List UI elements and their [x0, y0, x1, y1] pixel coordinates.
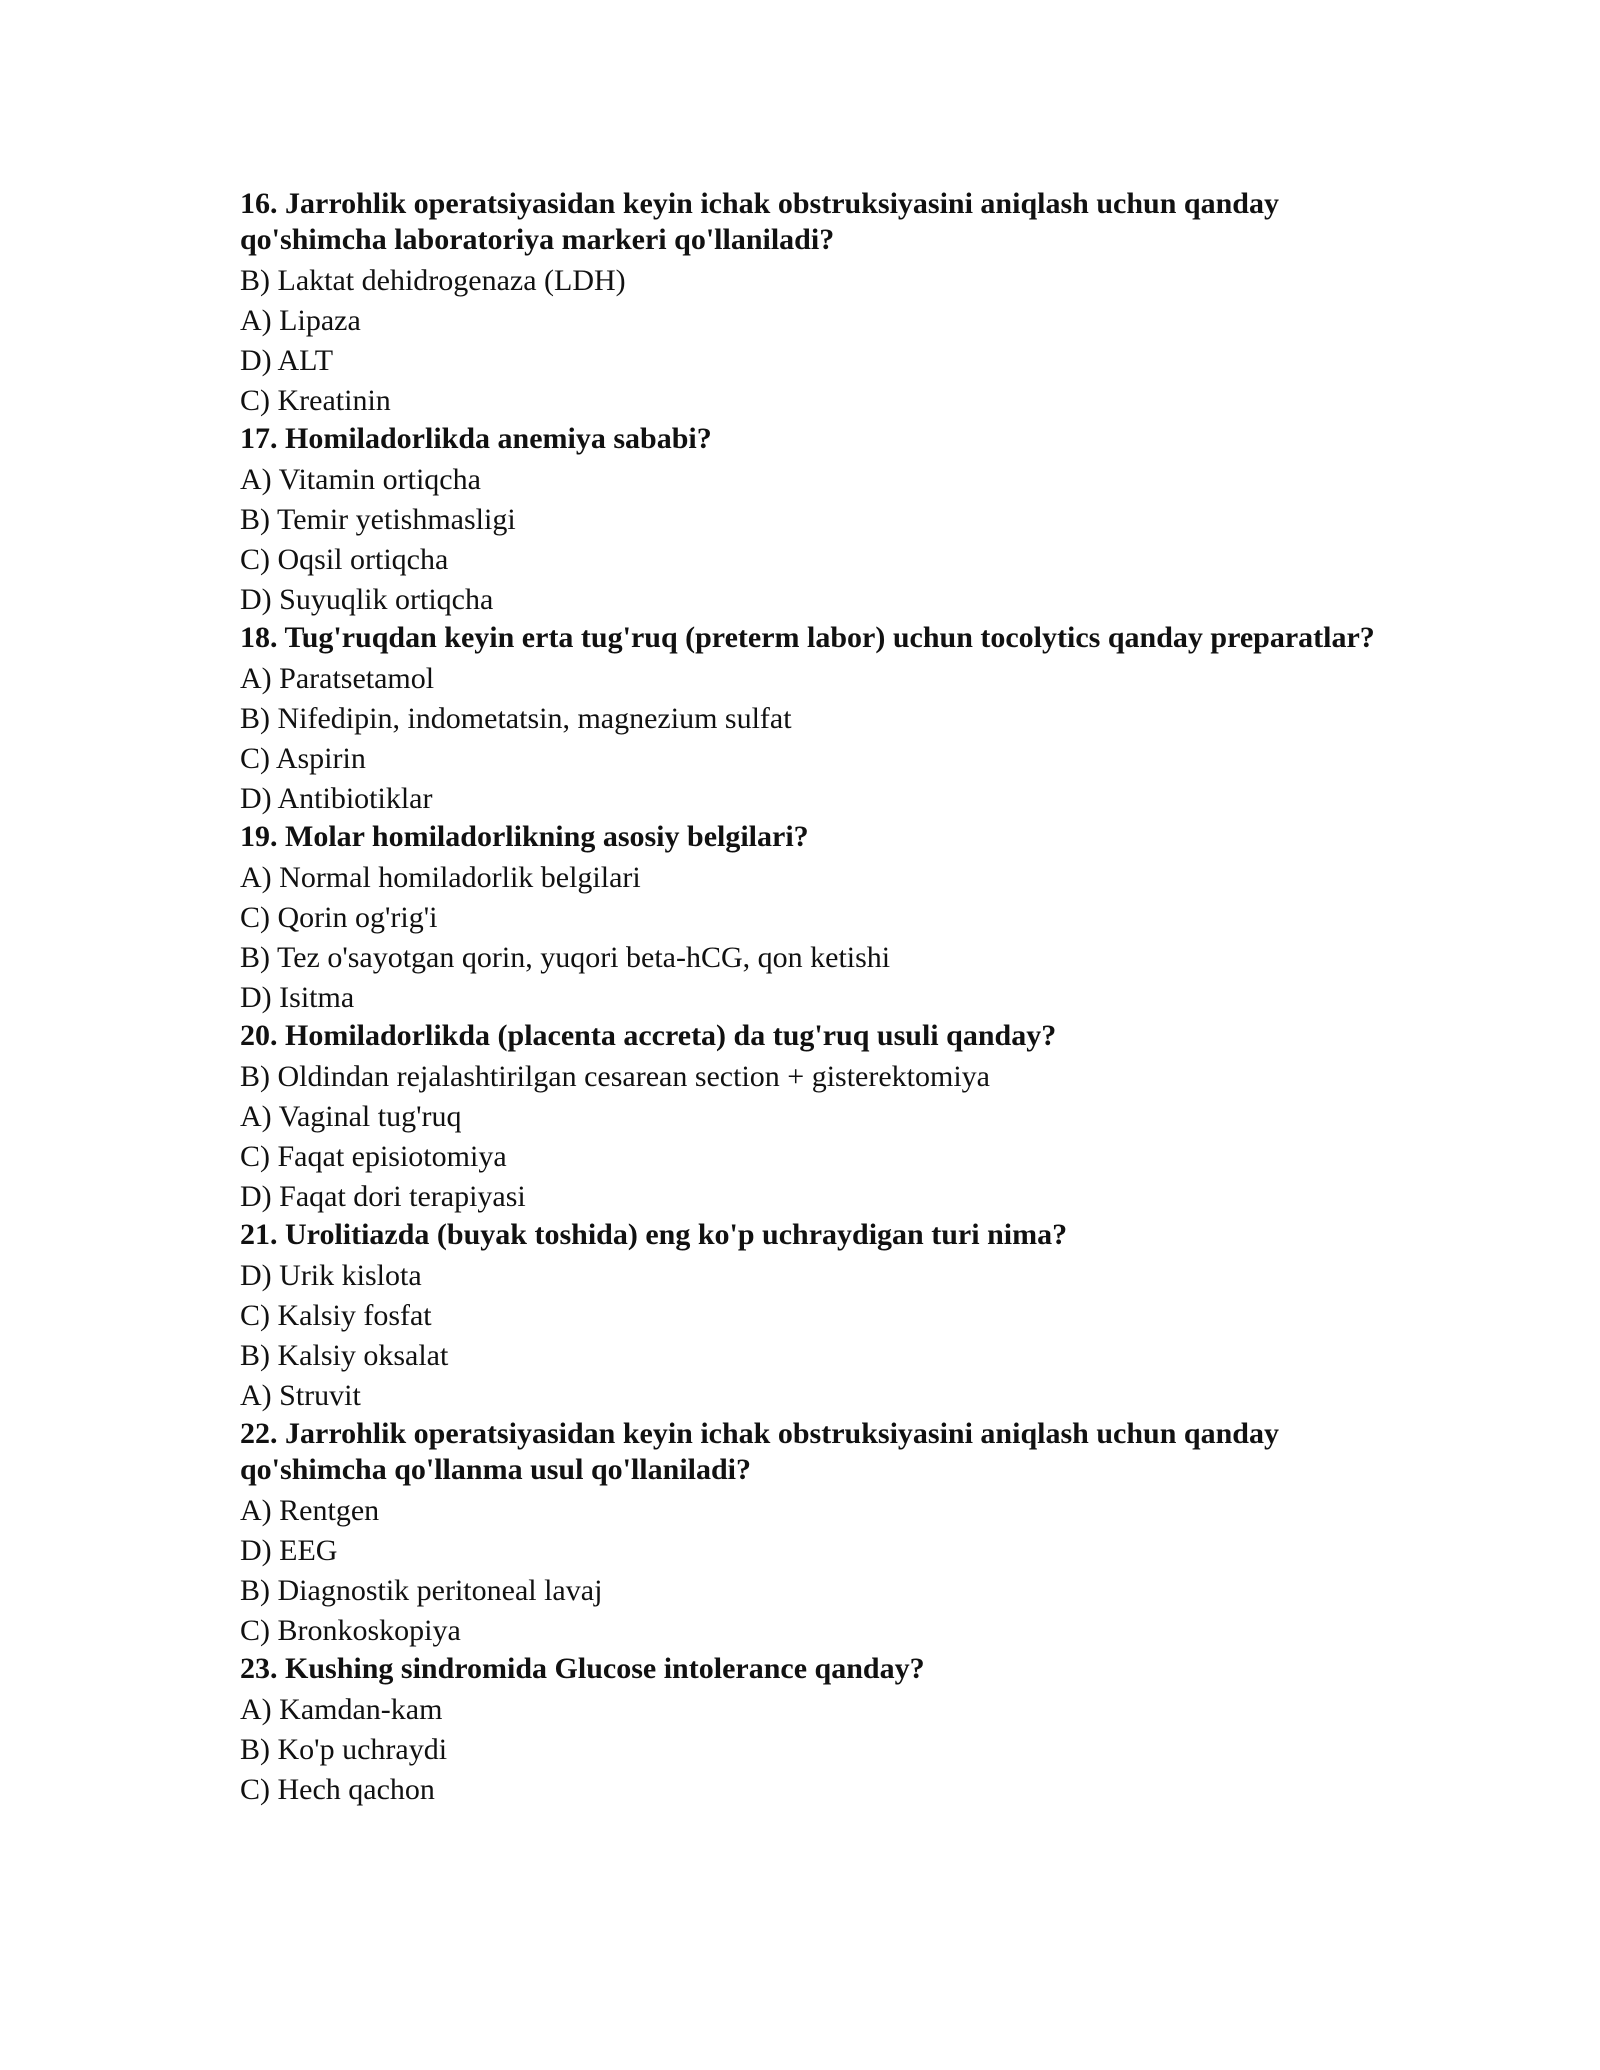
answer-option: B) Oldindan rejalashtirilgan cesarean section + gisterektomiya [240, 1060, 990, 1093]
answer-option: C) Hech qachon [240, 1773, 435, 1806]
answer-option: A) Rentgen [240, 1494, 380, 1527]
answer-option: B) Nifedipin, indometatsin, magnezium sulfat [240, 702, 792, 735]
answer-option: A) Kamdan-kam [240, 1693, 443, 1726]
answer-option: A) Normal homiladorlik belgilari [240, 861, 641, 894]
answer-option: D) Suyuqlik ortiqcha [240, 583, 494, 616]
question-title: 16. Jarrohlik operatsiyasidan keyin ichak obstruksiyasini aniqlash uchun qanday qo'shimcha laboratoriya markeri qo'llaniladi? [240, 187, 1279, 256]
question-22 [240, 1416, 1420, 1651]
answer-option: C) Aspirin [240, 742, 366, 775]
answer-option: B) Temir yetishmasligi [240, 503, 516, 536]
answer-option: D) Antibiotiklar [240, 782, 433, 815]
question-16 [240, 186, 1420, 421]
answer-option: C) Kalsiy fosfat [240, 1299, 432, 1332]
question-19 [240, 819, 1420, 1018]
answer-option: C) Faqat episiotomiya [240, 1140, 507, 1173]
answer-option: A) Vitamin ortiqcha [240, 463, 481, 496]
answer-option: A) Lipaza [240, 304, 361, 337]
answer-option: C) Qorin og'rig'i [240, 901, 438, 934]
answer-option: B) Tez o'sayotgan qorin, yuqori beta-hCG, qon ketishi [240, 941, 891, 974]
question-title: 19. Molar homiladorlikning asosiy belgilari? [240, 820, 809, 853]
answer-option: A) Vaginal tug'ruq [240, 1100, 462, 1133]
answer-option: D) ALT [240, 344, 334, 377]
answer-option: D) Faqat dori terapiyasi [240, 1180, 526, 1213]
answer-option: D) EEG [240, 1534, 338, 1567]
document-page [240, 186, 1420, 1810]
question-21 [240, 1217, 1420, 1416]
question-title: 18. Tug'ruqdan keyin erta tug'ruq (preterm labor) uchun tocolytics qanday preparatlar? [240, 621, 1375, 654]
answer-option: C) Oqsil ortiqcha [240, 543, 449, 576]
question-20 [240, 1018, 1420, 1217]
answer-option: A) Struvit [240, 1379, 361, 1412]
answer-option: B) Laktat dehidrogenaza (LDH) [240, 264, 626, 297]
answer-option: C) Kreatinin [240, 384, 391, 417]
question-title: 17. Homiladorlikda anemiya sababi? [240, 422, 712, 455]
answer-option: B) Ko'p uchraydi [240, 1733, 448, 1766]
question-title: 23. Kushing sindromida Glucose intolerance qanday? [240, 1652, 925, 1685]
answer-option: D) Isitma [240, 981, 355, 1014]
answer-option: D) Urik kislota [240, 1259, 422, 1292]
question-18 [240, 620, 1420, 819]
question-17 [240, 421, 1420, 620]
answer-option: B) Kalsiy oksalat [240, 1339, 449, 1372]
answer-option: B) Diagnostik peritoneal lavaj [240, 1574, 603, 1607]
question-title: 21. Urolitiazda (buyak toshida) eng ko'p uchraydigan turi nima? [240, 1218, 1068, 1251]
answer-option: C) Bronkoskopiya [240, 1614, 461, 1647]
question-title: 22. Jarrohlik operatsiyasidan keyin ichak obstruksiyasini aniqlash uchun qanday qo'shimcha qo'llanma usul qo'llaniladi? [240, 1417, 1279, 1486]
answer-option: A) Paratsetamol [240, 662, 435, 695]
question-title: 20. Homiladorlikda (placenta accreta) da tug'ruq usuli qanday? [240, 1019, 1057, 1052]
question-23 [240, 1651, 1420, 1810]
